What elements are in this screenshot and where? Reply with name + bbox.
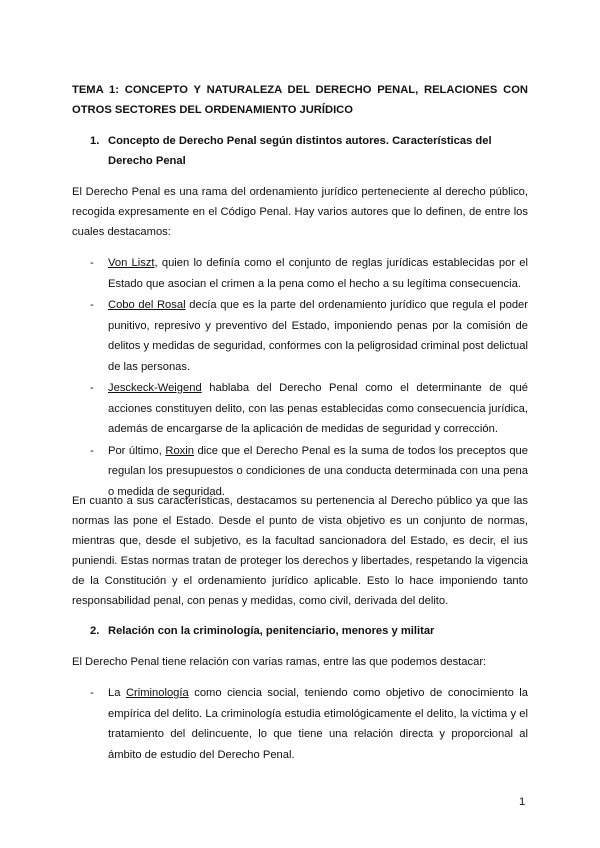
author-name: Roxin (165, 444, 194, 457)
section-2-number: 2. (90, 625, 100, 637)
section-2-heading (90, 621, 528, 641)
list-item: - Jesckeck-Weigend hablaba del Derecho Penal como el determinante de qué acciones constituyen delito, con las penas establecidas como consecuencia jurídica, además de encargarse de la aplicación de medidas de seguridad y corrección. (90, 378, 528, 440)
dash-bullet: - (90, 687, 94, 699)
authors-list (90, 253, 528, 503)
section-1-heading-text: Concepto de Derecho Penal según distintos autores. Características del Derecho Penal (108, 135, 492, 167)
page-number: 1 (519, 796, 526, 808)
section-1-heading (90, 131, 528, 171)
characteristics-paragraph: En cuanto a sus características, destacamos su pertenencia al Derecho público ya que las normas las pone el Estado. Desde el punto de vista objetivo es un conjunto de normas, mientras que, desde el subjetivo, es la facultad sancionadora del Estado, es decir, el ius puniendi. Estas normas tratan de proteger los derechos y libertades, respetando la vigencia de la Constitución y el ordenamiento jurídico aplicable. Esto lo hace imponiendo tanto responsabilidad penal, con penas y medidas, como civil, derivada del delito. (72, 495, 528, 607)
author-name: Jesckeck-Weigend (108, 382, 202, 394)
section-1-number: 1. (90, 135, 100, 147)
section-1-intro: El Derecho Penal es una rama del ordenamiento jurídico perteneciente al derecho público, recogida expresamente en el Código Penal. Hay varios autores que lo definen, de entre los cuales destacamos: (72, 186, 528, 238)
list-item: - Por último, Roxin dice que el Derecho Penal es la suma de todos los preceptos que regulan los presupuestos o condiciones de una conducta determinada con una pena o medida de seguridad. (90, 441, 528, 503)
branch-name: Criminología (125, 687, 189, 699)
section-2-intro: El Derecho Penal tiene relación con varias ramas, entre las que podemos destacar: (72, 656, 487, 668)
dash-bullet: - (90, 444, 94, 457)
author-name: Cobo del Rosal (108, 299, 186, 311)
author-name: Von Liszt (108, 257, 155, 269)
relations-list (90, 683, 528, 766)
dash-bullet: - (90, 299, 94, 311)
list-item: - La Criminología como ciencia social, teniendo como objetivo de conocimiento la empírica del delito. La criminología estudia etimológicamente el delito, la víctima y el tratamiento del delincuente, lo que tiene una relación directa y proporcional al ámbito de estudio del Derecho Penal. (90, 683, 528, 765)
dash-bullet: - (90, 257, 94, 269)
list-item: - Von Liszt, quien lo definía como el conjunto de reglas jurídicas establecidas por el Estado que asocian el crimen a la pena como el hecho a su legítima consecuencia. (90, 253, 528, 294)
list-item: - Cobo del Rosal decía que es la parte del ordenamiento jurídico que regula el poder punitivo, represivo y preventivo del Estado, imponiendo penas por la comisión de delitos y medidas de seguridad, conformes con la peligrosidad criminal post delictual de las personas. (90, 295, 528, 377)
section-2-heading-text: Relación con la criminología, penitenciario, menores y militar (108, 625, 435, 637)
document-title: TEMA 1: CONCEPTO Y NATURALEZA DEL DERECHO PENAL, RELACIONES CON OTROS SECTORES DEL ORDENAMIENTO JURÍDICO (72, 84, 528, 116)
dash-bullet: - (90, 382, 94, 394)
